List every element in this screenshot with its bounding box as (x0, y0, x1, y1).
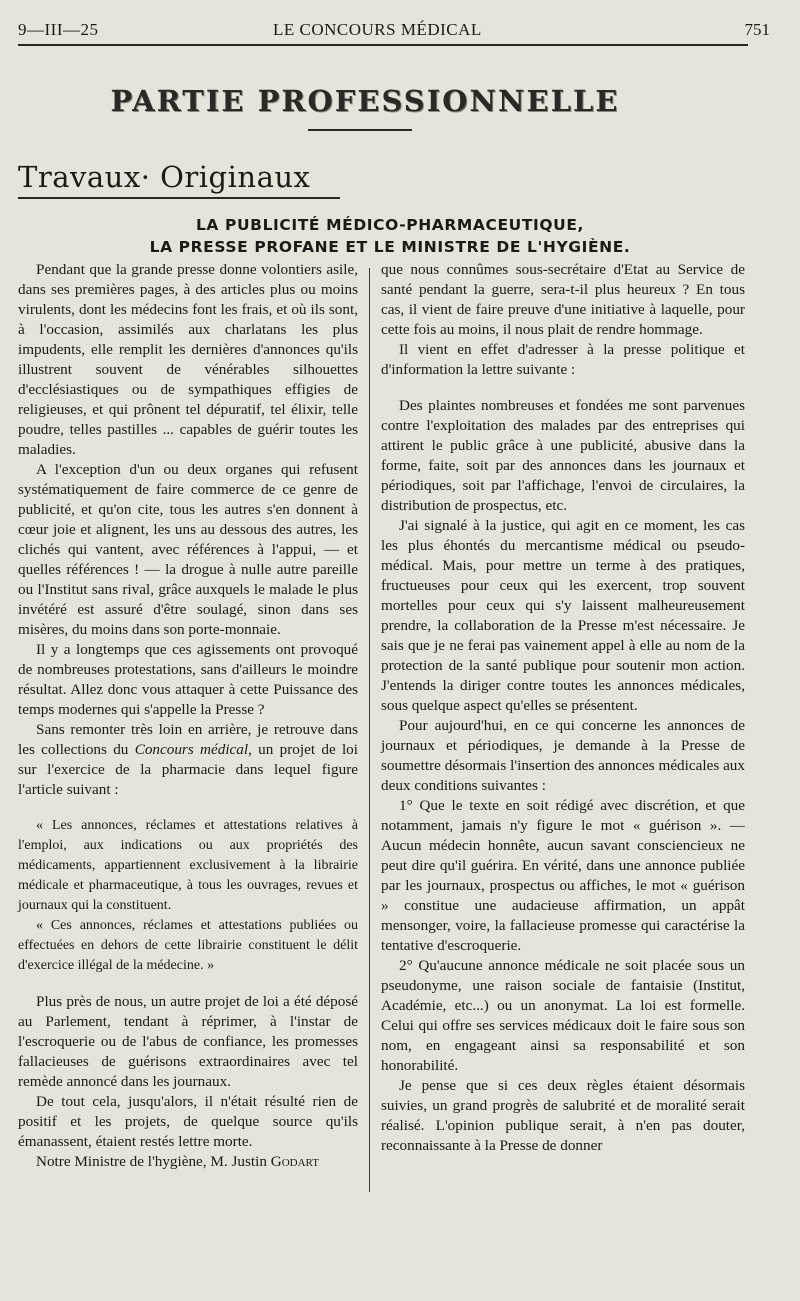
article-title-line-1: LA PUBLICITÉ MÉDICO-PHARMACEUTIQUE, (195, 216, 585, 234)
quoted-article: « Les annonces, réclames et attestations relatives à l'emploi, aux indications ou aux propriétés des médicaments, appartiennent exclusivement à la librairie médicale et pharmaceutique, à tous les ouvrages, revues et journaux qui la constituent. (18, 818, 358, 913)
right-column (381, 260, 745, 1156)
letter-paragraph: J'ai signalé à la justice, qui agit en ce moment, les cas les plus éhontés du mercantisme médical ou pseudo-médical. Mais, pour mettre un terme à des pratiques, fructueuses pour ceux qui les exercent, trop souvent mortelles pour ceux qui s'y laissent malheureusement prendre, la collaboration de la Presse m'est nécessaire. Je sais que je ne ferai pas vainement appel à elle au nom de la protection de la santé publique pour soutenir mon action. J'entends la diriger contre toutes les annonces médicales, sous quelque aspect qu'elles se présentent. (381, 517, 745, 714)
journal-title: LE CONCOURS MÉDICAL (273, 20, 482, 39)
paragraph-text: Notre Ministre de l'hygiène, M. Justin (36, 1153, 271, 1170)
left-column (18, 260, 358, 1172)
minister-name: Godart (270, 1153, 319, 1170)
column-rule (369, 268, 370, 1192)
paragraph-text: , un projet de loi sur l'exercice de la pharmacie dans lequel figure l'article suivant : (18, 741, 358, 798)
paragraph: Il vient en effet d'adresser à la presse politique et d'information la lettre suivante : (381, 341, 745, 378)
letter-paragraph: Des plaintes nombreuses et fondées me sont parvenues contre l'exploitation des malades par des entreprises qui attirent le public grâce à une publicité, abusive dans la forme, faite, soit par des annonces dans les journaux et périodiques, soit par l'affichage, l'envoi de circulaires, la distribution de prospectus, etc. (381, 397, 745, 514)
letter-paragraph: 2° Qu'aucune annonce médicale ne soit placée sous un pseudonyme, une raison sociale de fantaisie (Institut, Académie, etc...) ou un anonymat. La loi est formelle. Celui qui offre ses services médicaux doit le faire sous son nom, en engageant ainsi sa responsabilité et son honorabilité. (381, 957, 745, 1074)
page-number: 751 (744, 20, 770, 39)
quoted-article: « Ces annonces, réclames et attestations publiées ou effectuées en dehors de cette librairie constituent le délit d'exercice illégal de la médecine. » (18, 918, 358, 973)
paragraph: Plus près de nous, un autre projet de loi a été déposé au Parlement, tendant à réprimer, à l'instar de l'escroquerie ou de l'abus de confiance, les promesses fallacieuses de guérisons extraordinaires avec tel remède annoncé dans les journaux. (18, 993, 358, 1090)
paragraph: que nous connûmes sous-secrétaire d'Etat au Service de santé pendant la guerre, sera-t-il plus heureux ? En tous cas, il vient de faire preuve d'une initiative à laquelle, pour cette fois au moins, il nous plait de rendre hommage. (381, 261, 745, 338)
rubric-heading: Travaux· Originaux (18, 160, 311, 194)
section-rule (308, 129, 412, 131)
article-title-line-2: LA PRESSE PROFANE ET LE MINISTRE DE L'HYGIÈNE. (149, 238, 631, 256)
issue-date: 9—III—25 (18, 20, 99, 39)
paragraph-text: Sans remonter très loin en arrière, je retrouve dans les collections du (18, 721, 358, 758)
letter-paragraph: Pour aujourd'hui, en ce qui concerne les annonces de journaux et périodiques, je demande à la Presse de soumettre désormais l'insertion des annonces médicales aux deux conditions suivantes : (381, 717, 745, 794)
letter-paragraph: Je pense que si ces deux règles étaient désormais suivies, un grand progrès de salubrité et de moralité serait réalisé. L'opinion publique serait, à n'en pas douter, reconnaissante à la Presse de donner (381, 1077, 745, 1154)
paragraph (18, 1152, 358, 1172)
journal-reference: Concours médical (134, 741, 249, 758)
paragraph: Il y a longtemps que ces agissements ont provoqué de nombreuses protestations, sans d'ailleurs le moindre résultat. Allez donc vous attaquer à cette Puissance des temps modernes qui s'appelle la Presse ? (18, 641, 358, 718)
section-title: PARTIE PROFESSIONNELLE (110, 84, 620, 118)
rubric-rule (18, 197, 340, 199)
paragraph: Pendant que la grande presse donne volontiers asile, dans ses premières pages, à des articles plus ou moins virulents, dont les médecins font les frais, et où ils sont, à l'occasion, assimilés aux charlatans les plus impudents, elle remplit les dernières d'annonces qu'ils illustrent souvent de vénérables silhouettes d'ecclésiastiques ou de sympathiques effigies de religieuses, et qui prônent tel dépuratif, tel élixir, telle poudre, telles pastilles ... capables de guérir toutes les maladies. (18, 261, 358, 458)
paragraph: De tout cela, jusqu'alors, il n'était résulté rien de positif et les projets, de quelque source qu'ils émanassent, étaient restés lettre morte. (18, 1093, 358, 1150)
running-head (18, 20, 770, 42)
article-title (60, 214, 720, 258)
paragraph (18, 720, 358, 800)
paragraph: A l'exception d'un ou deux organes qui refusent systématiquement de faire commerce de ce genre de publicité, et qu'on cite, tous les autres s'en donnent à cœur joie et alignent, les uns au dessous des autres, les clichés qui vantent, avec références à l'appui, — et quelles références ! — la drogue à nulle autre pareille ou l'Institut sans rival, grâce auxquels le malade le plus invétéré est assuré d'être soulagé, sinon dans ses misères, du moins dans son porte-monnaie. (18, 461, 358, 638)
header-rule (18, 44, 748, 46)
letter-paragraph: 1° Que le texte en soit rédigé avec discrétion, et que notamment, jamais n'y figure le mot « guérison ». — Aucun médecin honnête, aucun savant consciencieux ne peut dire qu'il guérira. En vérité, dans une annonce publiée par les journaux, prospectus ou affiches, le mot « guérison » constitue une audacieuse affirmation, un appât mensonger, voire, la fallacieuse promesse qui caractérise la tentative d'escroquerie. (381, 797, 745, 954)
